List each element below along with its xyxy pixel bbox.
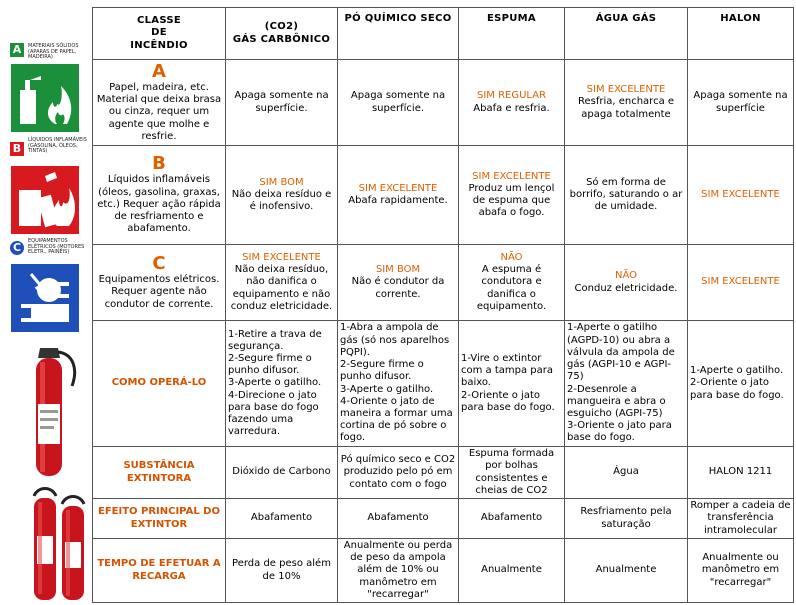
class-a-fire-sign-icon xyxy=(11,64,79,132)
table-row-class-a xyxy=(93,60,794,146)
class-c-co2-rating: SIM EXCELENTE xyxy=(242,251,321,263)
efeito-co2: Abafamento xyxy=(226,499,338,539)
table-row-class-c xyxy=(93,245,794,321)
class-b-espuma xyxy=(459,146,565,245)
class-a-agua xyxy=(565,60,688,146)
class-b-letter: B xyxy=(152,153,166,175)
operar-po xyxy=(338,321,459,447)
class-b-label: LÍQUIDOS INFLAMÁVEIS (GASOLINA, ÓLEOS, TINTAS) xyxy=(28,137,87,154)
class-c-po-rating: SIM BOM xyxy=(375,264,421,276)
class-b-badge: B xyxy=(10,142,24,156)
class-b-fire-sign-icon xyxy=(11,166,79,234)
row-label-efeito: EFEITO PRINCIPAL DO EXTINTOR xyxy=(93,499,226,539)
extinguishers-pair-icon xyxy=(28,486,92,602)
class-c-cell xyxy=(93,245,226,321)
class-b-halon xyxy=(688,146,794,245)
class-b-co2-text: Não deixa resíduo e é inofensivo. xyxy=(231,188,332,213)
class-a-halon: Apaga somente na superfície xyxy=(688,60,794,146)
class-c-espuma xyxy=(459,245,565,321)
class-c-po xyxy=(338,245,459,321)
header-halon: HALON xyxy=(688,8,794,60)
extinguisher-table xyxy=(92,7,794,603)
operar-halon-step: 2-Oriente o jato para base do fogo. xyxy=(690,377,784,401)
row-label-tempo: TEMPO DE EFETUAR A RECARGA xyxy=(93,539,226,603)
operar-halon xyxy=(688,321,794,447)
row-label-operar: COMO OPERÁ-LO xyxy=(93,321,226,447)
operar-co2-step: 1-Retire a trava de segurança. xyxy=(228,328,322,352)
class-b-espuma-text: Produz um lençol de espuma que abafa o fogo. xyxy=(468,182,555,219)
operar-po-step: 2-Segure firme o punho difusor. xyxy=(340,359,424,383)
operar-co2 xyxy=(226,321,338,447)
header-row xyxy=(93,8,794,60)
table-row-operar xyxy=(93,321,794,447)
table-row-substancia xyxy=(93,447,794,499)
operar-espuma xyxy=(459,321,565,447)
tempo-agua: Anualmente xyxy=(565,539,688,603)
operar-co2-step: 2-Segure firme o punho difusor. xyxy=(228,352,312,377)
operar-co2-step: 4-Direcione o jato para base do fogo fazendo uma varredura. xyxy=(228,389,319,438)
class-c-agua-text: Conduz eletricidade. xyxy=(574,282,678,294)
operar-po-step: 1-Abra a ampola de gás (só nos aparelhos PQPI). xyxy=(340,322,450,358)
operar-co2-step: 3-Aperte o gatilho. xyxy=(228,377,322,389)
header-po: PÓ QUÍMICO SECO xyxy=(338,8,459,60)
class-a-letter: A xyxy=(152,60,166,82)
class-c-halon-rating: SIM EXCELENTE xyxy=(701,276,780,288)
substancia-co2: Dióxido de Carbono xyxy=(226,447,338,499)
class-b-co2-rating: SIM BOM xyxy=(259,176,304,188)
class-c-po-text: Não é condutor da corrente. xyxy=(351,276,445,300)
header-classe: CLASSE DE INCÊNDIO xyxy=(93,8,226,60)
class-a-espuma xyxy=(459,60,565,146)
tempo-co2: Perda de peso além de 10% xyxy=(226,539,338,603)
class-c-halon xyxy=(688,245,794,321)
operar-po-step: 4-Oriente o jato de maneira a formar uma cortina de pó sobre o fogo. xyxy=(340,395,453,444)
class-b-agua: Só em forma de borrifo, saturando o ar de umidade. xyxy=(565,146,688,245)
class-a-desc: Papel, madeira, etc. Material que deixa brasa ou cinza, requer um agente que molhe e resfrie. xyxy=(96,81,222,142)
header-co2: (CO2) GÁS CARBÔNICO xyxy=(226,8,338,60)
efeito-espuma: Abafamento xyxy=(459,499,565,539)
class-c-electric-sign-icon xyxy=(11,264,79,332)
efeito-agua: Resfriamento pela saturação xyxy=(565,499,688,539)
class-c-agua xyxy=(565,245,688,321)
operar-agua-step: 3-Oriente o jato para base do fogo. xyxy=(567,420,672,444)
class-b-po-text: Abafa rapidamente. xyxy=(348,195,448,206)
table-row-tempo xyxy=(93,539,794,603)
operar-agua xyxy=(565,321,688,447)
operar-agua-step: 2-Desenrole a mangueira e abra o esguicho (AGPI-75) xyxy=(567,383,666,419)
class-b-espuma-rating: SIM EXCELENTE xyxy=(472,170,551,182)
table-row-class-b xyxy=(93,146,794,245)
header-espuma: ESPUMA xyxy=(459,8,565,60)
class-a-po: Apaga somente na superfície. xyxy=(338,60,459,146)
class-a-agua-rating: SIM EXCELENTE xyxy=(586,84,666,96)
class-c-agua-rating: NÃO xyxy=(614,270,638,282)
class-c-espuma-rating: NÃO xyxy=(500,251,523,263)
substancia-po: Pó químico seco e CO2 produzido pelo pó em contato com o fogo xyxy=(338,447,459,499)
co2-extinguisher-icon xyxy=(16,340,84,480)
class-b-desc: Líquidos inflamáveis (óleos, gasolina, graxas, etc.) Requer ação rápida de resfriamento e abafamento. xyxy=(97,174,221,235)
tempo-espuma: Anualmente xyxy=(459,539,565,603)
class-b-halon-rating: SIM EXCELENTE xyxy=(701,188,780,200)
class-a-agua-text: Resfria, encharca e apaga totalmente xyxy=(577,96,675,120)
class-c-badge: C xyxy=(10,241,24,255)
operar-espuma-step: 2-Oriente o jato para base do fogo. xyxy=(461,389,555,413)
header-agua: ÁGUA GÁS xyxy=(565,8,688,60)
class-b-po xyxy=(338,146,459,245)
tempo-halon: Anualmente ou manômetro em "recarregar" xyxy=(688,539,794,603)
efeito-po: Abafamento xyxy=(338,499,459,539)
operar-agua-step: 1-Aperte o gatilho (AGPD-10) ou abra a válvula da ampola de gás (AGPI-10 e AGPI-75) xyxy=(567,322,675,383)
table-row-efeito xyxy=(93,499,794,539)
class-c-espuma-text: A espuma é condutora e danifica o equipamento. xyxy=(476,264,547,312)
class-a-cell xyxy=(93,60,226,146)
class-c-label: EQUIPAMENTOS ELÉTRICOS (MOTORES ELETR., PAINÉIS) xyxy=(28,238,85,255)
operar-halon-step: 1-Aperte o gatilho. xyxy=(690,365,784,377)
operar-po-step: 3-Aperte o gatilho. xyxy=(340,383,434,395)
substancia-agua: Água xyxy=(565,447,688,499)
class-c-co2-text: Não deixa resíduo, não danifica o equipamento e não conduz eletricidade. xyxy=(230,264,333,312)
row-label-substancia: SUBSTÂNCIA EXTINTORA xyxy=(93,447,226,499)
class-a-espuma-rating: SIM REGULAR xyxy=(476,90,547,102)
class-b-co2 xyxy=(226,146,338,245)
class-c-letter: C xyxy=(152,253,166,275)
class-a-co2: Apaga somente na superfície. xyxy=(226,60,338,146)
class-a-badge: A xyxy=(10,43,24,57)
class-b-po-rating: SIM EXCELENTE xyxy=(358,182,438,194)
class-a-label: MATERIAIS SÓLIDOS (APARAS DE PAPEL, MADEIRA) xyxy=(28,43,79,60)
class-c-desc: Equipamentos elétricos. Requer agente não condutor de corrente. xyxy=(98,274,220,310)
class-a-espuma-text: Abafa e resfria. xyxy=(473,102,550,114)
tempo-po: Anualmente ou perda de peso da ampola além de 10% ou manômetro em "recarregar" xyxy=(338,539,459,603)
efeito-halon: Romper a cadeia de transferência intramolecular xyxy=(688,499,794,539)
substancia-halon: HALON 1211 xyxy=(688,447,794,499)
substancia-espuma: Espuma formada por bolhas consistentes e cheias de CO2 xyxy=(459,447,565,499)
operar-espuma-step: 1-Vire o extintor com a tampa para baixo. xyxy=(461,352,554,389)
class-c-co2 xyxy=(226,245,338,321)
class-b-cell xyxy=(93,146,226,245)
sidebar xyxy=(0,0,92,605)
